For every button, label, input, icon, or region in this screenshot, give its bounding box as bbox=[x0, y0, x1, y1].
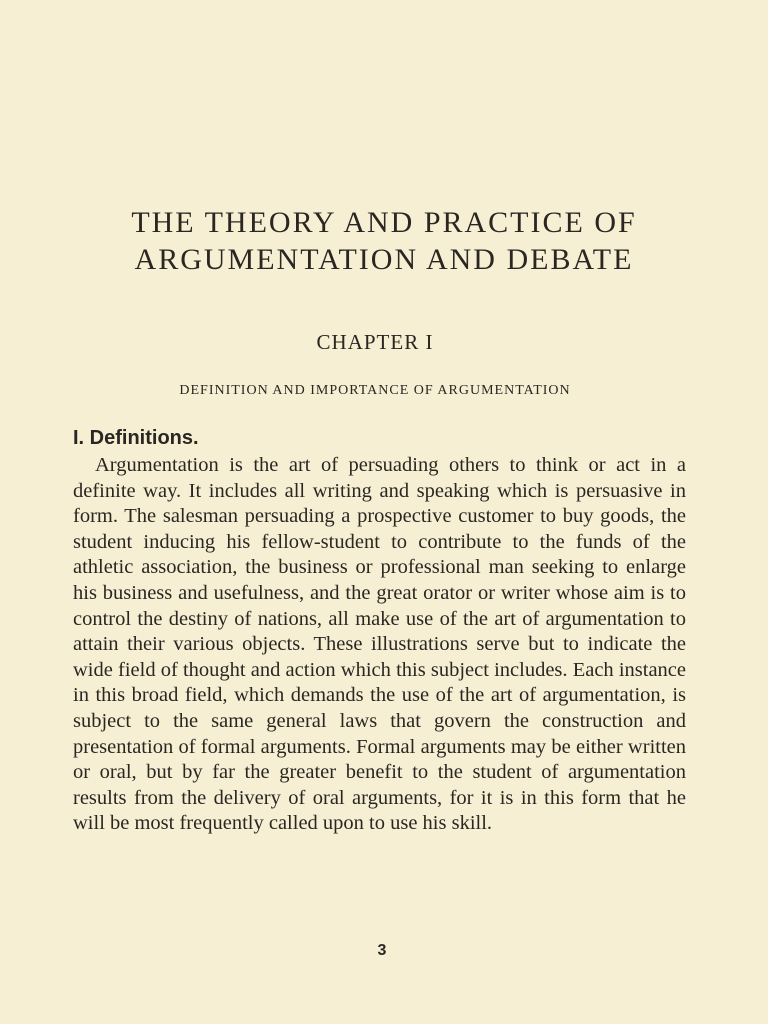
book-title-line-1: THE THEORY AND PRACTICE OF bbox=[131, 206, 637, 239]
chapter-label: CHAPTER I bbox=[316, 330, 434, 354]
section-heading: I. Definitions. bbox=[73, 427, 199, 449]
book-title-line-2: ARGUMENTATION AND DEBATE bbox=[134, 243, 634, 276]
page-number: 3 bbox=[377, 942, 387, 959]
body-paragraph: Argumentation is the art of persuading others to think or act in a definite way. It includes all writing and speaking which is persuasive in form. The salesman persuading a prospective customer to buy goods, the student inducing his fellow-student to contribute to the funds of the athletic association, the business or professional man seeking to enlarge his business and usefulness, and the great orator or writer whose aim is to control the destiny of nations, all make use of the art of argumentation to attain their various objects. These illustrations serve but to indicate the wide field of thought and action which this subject includes. Each instance in this broad field, which demands the use of the art of argumentation, is subject to the same general laws that govern the construction and presentation of formal arguments. Formal arguments may be either written or oral, but by far the greater benefit to the student of argumentation results from the delivery of oral arguments, for it is in this form that he will be most frequently called upon to use his skill. bbox=[73, 454, 686, 835]
book-title bbox=[0, 204, 768, 278]
chapter-subtitle: DEFINITION AND IMPORTANCE OF ARGUMENTATION bbox=[179, 383, 571, 398]
